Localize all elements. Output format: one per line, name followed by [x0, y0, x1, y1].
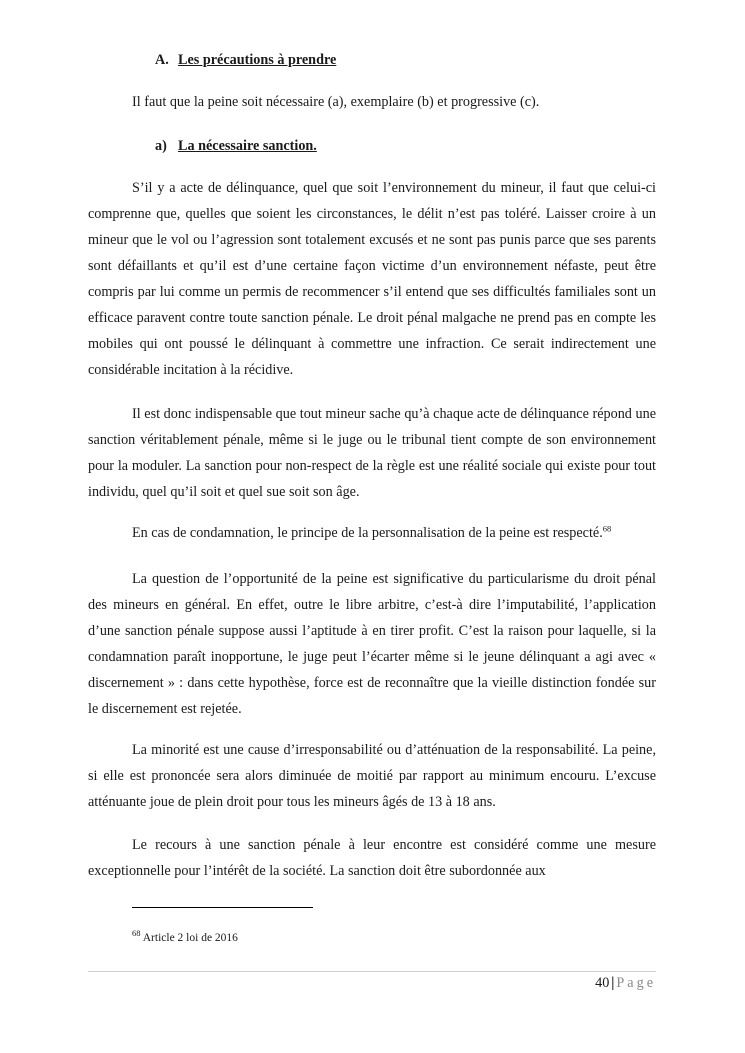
personalisation-text: En cas de condamnation, le principe de la personnalisation de la peine est respecté. — [132, 525, 603, 541]
paragraph-3: La question de l’opportunité de la peine est significative du particularisme du droit pénal des mineurs en général. En effet, outre le libre arbitre, c’est-à dire l’imputabilité, l’application d’une sanction pénale suppose aussi l’aptitude à en tirer profit. C’est la raison pour laquelle, si la condamnation paraît inopportune, le juge peut l’écarter même si le jeune délinquant a agi avec « discernement » : dans cette hypothèse, force est de reconnaître que la vieille distinction fondée sur le discernement est rejetée. — [88, 571, 656, 717]
footnote-number: 68 — [132, 928, 141, 939]
intro-paragraph: Il faut que la peine soit nécessaire (a), exemplaire (b) et progressive (c). — [132, 94, 540, 110]
subsection-title: La nécessaire sanction. — [178, 138, 317, 154]
page-label: Page — [616, 975, 656, 991]
section-title: Les précautions à prendre — [178, 52, 337, 68]
paragraph-4: La minorité est une cause d’irresponsabilité ou d’atténuation de la responsabilité. La peine, si elle est prononcée sera alors diminuée de moitié par rapport au minimum encouru. L’excuse atténuante joue de plein droit pour tous les mineurs âgés de 13 à 18 ans. — [88, 742, 656, 810]
footnote — [132, 930, 238, 946]
subsection-number: a) — [155, 138, 167, 154]
page-footer — [595, 974, 656, 992]
page-number: 40 — [595, 975, 610, 991]
subsection-heading — [155, 137, 317, 155]
paragraph-2: Il est donc indispensable que tout mineur sache qu’à chaque acte de délinquance répond une sanction véritablement pénale, même si le juge ou le tribunal tient compte de son environnement pour la moduler. La sanction pour non-respect de la règle est une réalité sociale qui existe pour tout individu, quel qu’il soit et quel sue soit son âge. — [88, 406, 656, 500]
paragraph-5: Le recours à une sanction pénale à leur encontre est considéré comme une mesure exceptionnelle pour l’intérêt de la société. La sanction doit être subordonnée aux — [88, 837, 656, 879]
personalisation-paragraph — [132, 520, 611, 546]
paragraph-1: S’il y a acte de délinquance, quel que soit l’environnement du mineur, il faut que celui-ci comprenne que, quelles que soient les circonstances, le délit n’est pas toléré. Laisser croire à un mineur que le vol ou l’agression sont totalement excusés et ne sont pas punis parce que ses parents sont défaillants et qu’il est d’une certaine façon victime d’un environnement néfaste, peut être compris par lui comme un permis de recommencer s’il entend que ses difficultés familiales sont un efficace paravent contre toute sanction pénale. Le droit pénal malgache ne prend pas en compte les mobiles qui ont poussé le délinquant à commettre une infraction. Ce serait indirectement une considérable incitation à la récidive. — [88, 180, 656, 378]
section-heading — [155, 51, 336, 69]
footnote-reference[interactable]: 68 — [602, 523, 612, 534]
footnote-text: Article 2 loi de 2016 — [142, 932, 238, 944]
section-number: A. — [155, 52, 169, 68]
footer-separator: | — [611, 975, 615, 991]
footnote-separator — [132, 907, 313, 908]
footer-divider — [88, 971, 656, 972]
